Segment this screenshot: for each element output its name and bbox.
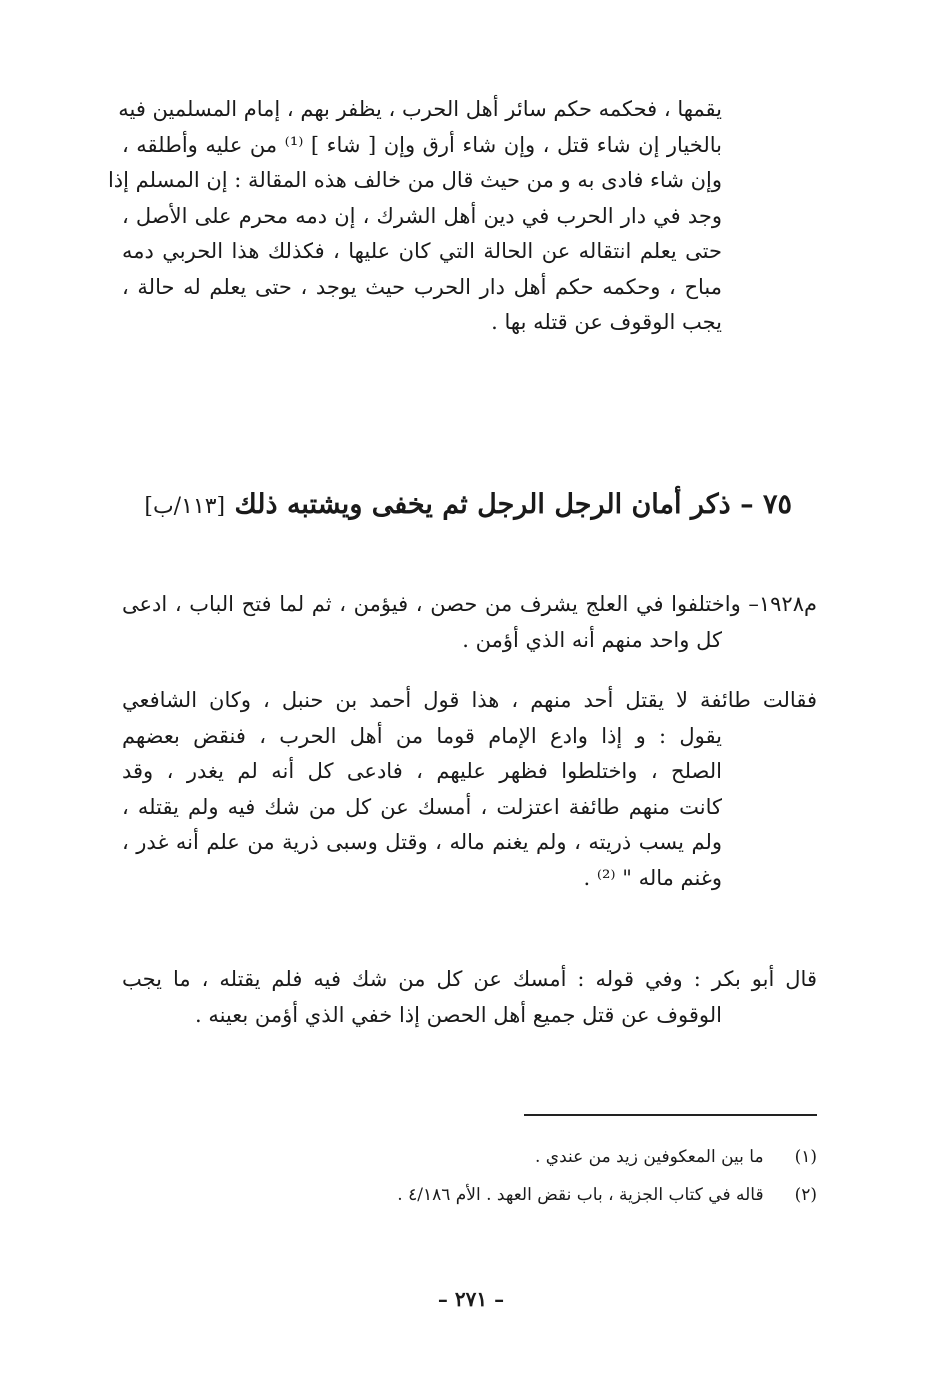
footnote-1 [122, 1138, 817, 1176]
paragraph-3 [122, 962, 817, 1033]
text-line: يجب الوقوف عن قتله بها . [491, 310, 722, 334]
text-line: قال أبو بكر : وفي قوله : أمسك عن كل من شك فيه فلم يقتله ، ما يجب [122, 967, 817, 991]
footnote-text: ما بين المعكوفين زيد من عندي . [534, 1147, 764, 1167]
text-line: الوقوف عن قتل جميع أهل الحصن إذا خفي الذي أؤمن بعينه . [194, 1002, 722, 1027]
top-text-block [107, 92, 722, 341]
text-line: كل واحد منهم أنه الذي أؤمن . [462, 627, 722, 652]
manuscript-folio-reference: [١١٣/ب] [144, 494, 226, 519]
text-line: م١٩٢٨– واختلفوا في العلج يشرف من حصن ، فيؤمن ، ثم لما فتح الباب ، ادعى [122, 592, 817, 616]
text-line: فقالت طائفة لا يقتل أحد منهم ، هذا قول أحمد بن حنبل ، وكان الشافعي [122, 688, 817, 712]
text-line: وغنم ماله " ⁽²⁾ . [583, 865, 722, 890]
footnote-2 [122, 1176, 817, 1214]
text-line: مباح ، وحكمه حكم أهل دار الحرب حيث يوجد ، حتى يعلم له حالة ، [122, 274, 722, 299]
text-line: كانت منهم طائفة اعتزلت ، أمسك عن كل من شك فيه ولم يقتله ، [122, 794, 722, 819]
footnote-divider [524, 1114, 817, 1116]
text-line: يقمها ، فحكمه حكم سائر أهل الحرب ، يظفر بهم ، إمام المسلمين فيه [118, 97, 722, 121]
footnote-text: قاله في كتاب الجزية ، باب نقض العهد . الأم ٤/١٨٦ . [397, 1185, 764, 1205]
section-heading [112, 480, 792, 532]
text-line: ولم يسب ذريته ، ولم يغنم ماله ، وقتل وسبى ذرية من علم أنه غدر ، [122, 830, 722, 854]
text-line: الصلح ، واختلطوا فظهر عليهم ، فادعى كل أنه لم يغدر ، وقد [122, 759, 722, 783]
text-line: يقول : و إذا وادع الإمام قوما من أهل الحرب ، فنقض بعضهم [122, 723, 722, 748]
paragraph-2 [122, 683, 817, 896]
paragraph-1 [122, 587, 817, 658]
text-line: وإن شاء فادى به و من حيث قال من خالف هذه المقالة : إن المسلم إذا [107, 168, 722, 192]
text-line: حتى يعلم انتقاله عن الحالة التي كان عليها ، فكذلك هذا الحربي دمه [122, 239, 722, 263]
text-line: وجد في دار الحرب في دين أهل الشرك ، إن دمه محرم على الأصل ، [122, 203, 722, 228]
page-number: – ٢٧١ – [437, 1287, 505, 1311]
text-line: بالخيار إن شاء قتل ، وإن شاء أرق وإن [ شاء ] ⁽¹⁾ من عليه وأطلقه ، [122, 132, 722, 157]
section-title: ٧٥ – ذكر أمان الرجل الرجل ثم يخفى ويشتبه ذلك [234, 489, 792, 520]
footnotes [122, 1138, 817, 1214]
footnote-number: (١) [794, 1147, 817, 1167]
footnote-number: (٢) [794, 1185, 817, 1205]
